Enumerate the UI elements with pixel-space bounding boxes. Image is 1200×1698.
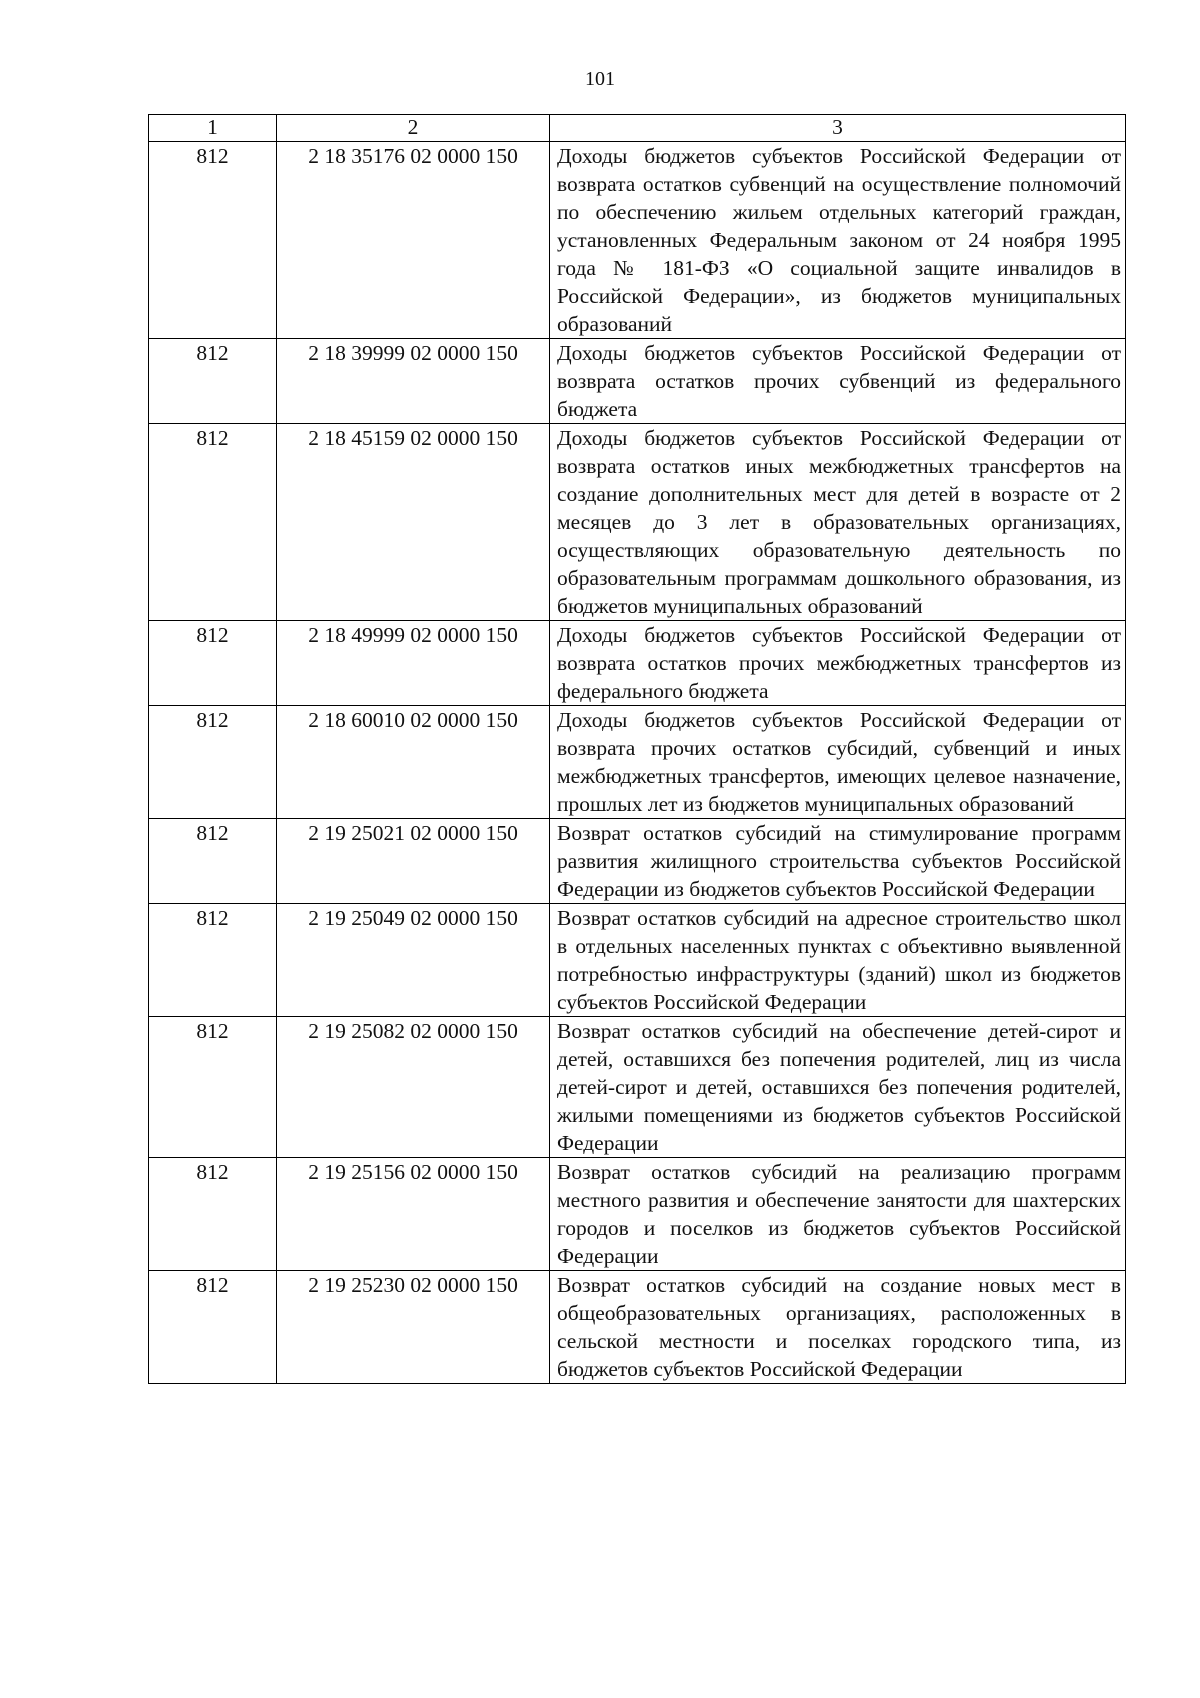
page-number: 101: [585, 68, 615, 90]
header-row: [149, 115, 1126, 142]
description-text: Возврат остатков субсидий на создание новых мест в общеобразовательных организациях, расположенных в сельской местности и поселках городского типа, из бюджетов субъектов Российской Федерации: [557, 1273, 1121, 1381]
admin-code-cell: 812: [149, 819, 277, 904]
table-row: [149, 706, 1126, 819]
revenue-code-cell: 2 18 45159 02 0000 150: [277, 424, 550, 621]
revenue-code-cell: 2 18 60010 02 0000 150: [277, 706, 550, 819]
description-cell: [550, 819, 1126, 904]
table-header: [149, 115, 1126, 142]
description-text: Доходы бюджетов субъектов Российской Федерации от возврата остатков иных межбюджетных трансфертов на создание дополнительных мест для детей в возрасте от 2 месяцев до 3 лет в образовательных организациях, осуществляющих образовательную деятельность по образовательным программам дошкольного образования, из бюджетов муниципальных образований: [557, 426, 1121, 618]
table-row: [149, 424, 1126, 621]
description-cell: [550, 142, 1126, 339]
table-row: [149, 819, 1126, 904]
revenue-code-cell: 2 18 49999 02 0000 150: [277, 621, 550, 706]
description-text: Доходы бюджетов субъектов Российской Федерации от возврата прочих остатков субсидий, субвенций и иных межбюджетных трансфертов, имеющих целевое назначение, прошлых лет из бюджетов муниципальных образований: [557, 708, 1121, 816]
description-text: Возврат остатков субсидий на обеспечение детей-сирот и детей, оставшихся без попечения родителей, лиц из числа детей-сирот и детей, оставшихся без попечения родителей, жилыми помещениями из бюджетов субъектов Российской Федерации: [557, 1019, 1121, 1155]
table-row: [149, 1271, 1126, 1384]
admin-code-cell: 812: [149, 904, 277, 1017]
table-body: [149, 142, 1126, 1384]
table-row: [149, 1158, 1126, 1271]
admin-code-cell: 812: [149, 424, 277, 621]
revenue-code-cell: 2 19 25230 02 0000 150: [277, 1271, 550, 1384]
description-text: Доходы бюджетов субъектов Российской Федерации от возврата остатков прочих субвенций из федерального бюджета: [557, 341, 1121, 421]
description-text: Доходы бюджетов субъектов Российской Федерации от возврата остатков прочих межбюджетных трансфертов из федерального бюджета: [557, 623, 1121, 703]
description-text: Доходы бюджетов субъектов Российской Федерации от возврата остатков субвенций на осуществление полномочий по обеспечению жильем отдельных категорий граждан, установленных Федеральным законом от 24 ноября 1995 года № 181-ФЗ «О социальной защите инвалидов в Российской Федерации», из бюджетов муниципальных образований: [557, 144, 1121, 336]
admin-code-cell: 812: [149, 1017, 277, 1158]
admin-code-cell: 812: [149, 339, 277, 424]
table-row: [149, 904, 1126, 1017]
description-text: Возврат остатков субсидий на адресное строительство школ в отдельных населенных пунктах с объективно выявленной потребностью инфраструктуры (зданий) школ из бюджетов субъектов Российской Федерации: [557, 906, 1121, 1014]
admin-code-cell: 812: [149, 1271, 277, 1384]
description-text: Возврат остатков субсидий на реализацию программ местного развития и обеспечение занятости для шахтерских городов и поселков из бюджетов субъектов Российской Федерации: [557, 1160, 1121, 1268]
description-cell: [550, 904, 1126, 1017]
admin-code-cell: 812: [149, 706, 277, 819]
description-cell: [550, 339, 1126, 424]
admin-code-cell: 812: [149, 142, 277, 339]
description-cell: [550, 1158, 1126, 1271]
header-col-1: 1: [149, 115, 277, 142]
revenue-code-cell: 2 18 39999 02 0000 150: [277, 339, 550, 424]
table-row: [149, 621, 1126, 706]
description-text: Возврат остатков субсидий на стимулирование программ развития жилищного строительства субъектов Российской Федерации из бюджетов субъектов Российской Федерации: [557, 821, 1121, 901]
revenue-code-cell: 2 19 25049 02 0000 150: [277, 904, 550, 1017]
table-row: [149, 339, 1126, 424]
table-row: [149, 1017, 1126, 1158]
description-cell: [550, 706, 1126, 819]
header-col-2: 2: [277, 115, 550, 142]
description-cell: [550, 1271, 1126, 1384]
table-row: [149, 142, 1126, 339]
revenue-code-cell: 2 19 25082 02 0000 150: [277, 1017, 550, 1158]
header-col-3: 3: [550, 115, 1126, 142]
description-cell: [550, 1017, 1126, 1158]
revenue-code-cell: 2 19 25156 02 0000 150: [277, 1158, 550, 1271]
budget-classification-table: [148, 114, 1126, 1384]
description-cell: [550, 424, 1126, 621]
description-cell: [550, 621, 1126, 706]
revenue-code-cell: 2 18 35176 02 0000 150: [277, 142, 550, 339]
admin-code-cell: 812: [149, 1158, 277, 1271]
revenue-code-cell: 2 19 25021 02 0000 150: [277, 819, 550, 904]
admin-code-cell: 812: [149, 621, 277, 706]
